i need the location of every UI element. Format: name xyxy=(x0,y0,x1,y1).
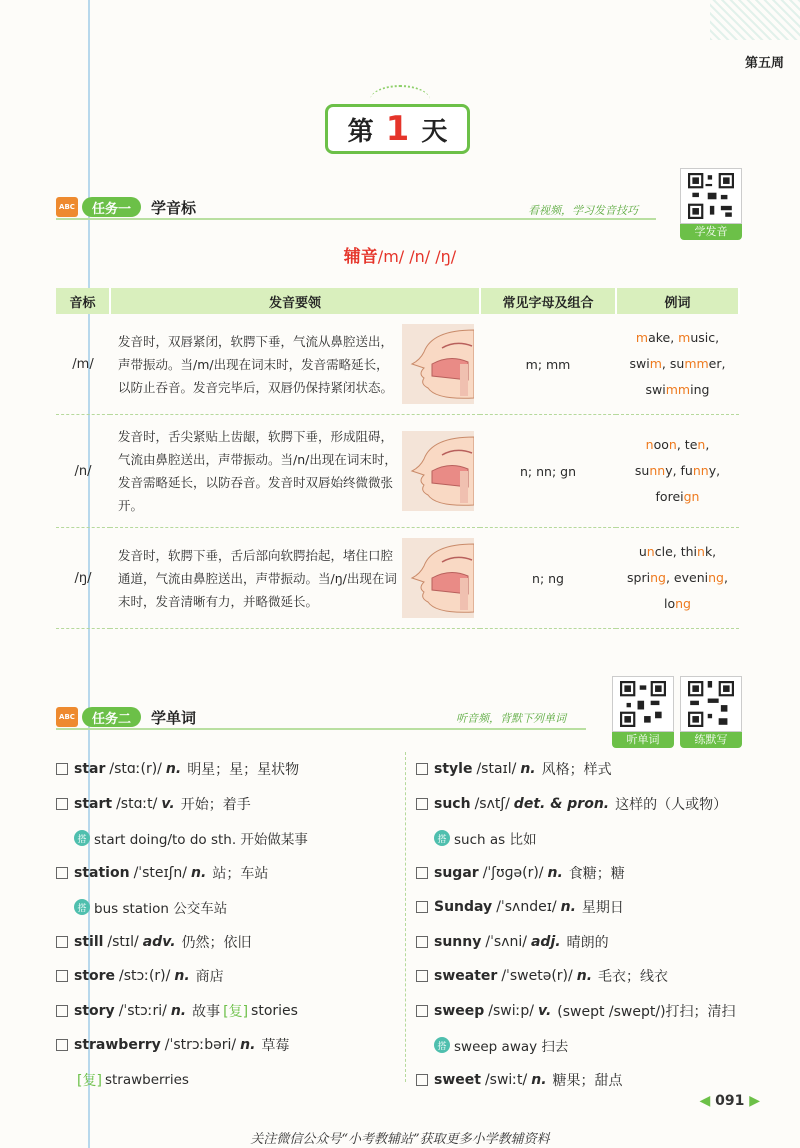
example-words: noon, ten, sunny, funny, foreign xyxy=(616,415,739,528)
vocab-meaning: 故事 xyxy=(192,1003,221,1020)
vocab-phonetic: /sʌtʃ/ xyxy=(474,795,510,812)
vocab-item xyxy=(416,994,756,1029)
vocab-pos: v. xyxy=(161,795,175,812)
vocab-list-left xyxy=(56,752,396,1097)
collocation-tag-icon: 搭 xyxy=(434,830,450,846)
vocab-phonetic: /stɔː(r)/ xyxy=(119,968,171,985)
vocab-word: sweep xyxy=(434,1002,485,1019)
vocab-word: strawberry xyxy=(74,1037,161,1054)
col-header-symbol: 音标 xyxy=(56,288,110,314)
col-header-letters: 常见字母及组合 xyxy=(480,288,616,314)
vocab-phonetic: /stɑː(r)/ xyxy=(109,761,162,778)
page-number-text: 091 xyxy=(715,1093,745,1109)
tips-text: 发音时，舌尖紧贴上齿龈，软腭下垂，形成阻碍，气流由鼻腔送出，声带振动。当/n/出现在词末时，发音需略延长，以防吞音。发音时双唇始终微微张开。 xyxy=(118,429,397,513)
title-arc-decoration xyxy=(370,85,430,115)
vocab-item xyxy=(416,925,756,960)
vocab-meaning: 糖果；甜点 xyxy=(552,1072,623,1089)
vocab-item xyxy=(56,752,396,787)
vocab-pos: n. xyxy=(240,1037,256,1054)
vocab-item xyxy=(56,925,396,960)
table-header-row xyxy=(56,288,739,314)
vocab-phonetic: /ˈsʌndeɪ/ xyxy=(496,899,557,916)
vocab-list-right xyxy=(416,752,756,1097)
vocab-meaning: 站；车站 xyxy=(212,865,269,882)
pronunciation-tips xyxy=(110,415,480,528)
phoneme-symbol: /m/ xyxy=(56,314,110,415)
qr-practice-dictation[interactable] xyxy=(680,676,742,748)
vocab-meaning: 开始；着手 xyxy=(180,796,251,813)
vocab-pos: det. & pron. xyxy=(513,795,610,812)
vocab-word: start xyxy=(74,795,113,812)
vocab-collocation xyxy=(416,1028,756,1063)
checkbox[interactable] xyxy=(416,798,428,810)
vocab-item xyxy=(56,1028,396,1063)
letter-combinations: n; nn; gn xyxy=(480,415,616,528)
letter-combinations: m; mm xyxy=(480,314,616,415)
table-row xyxy=(56,415,739,528)
vocab-pos: n. xyxy=(576,968,593,985)
qr-code-icon xyxy=(680,168,742,224)
vocab-meaning: 这样的（人或物） xyxy=(615,796,728,813)
task2-label: 任务二 xyxy=(82,707,141,727)
checkbox[interactable] xyxy=(56,1005,68,1017)
plural-form: stories xyxy=(251,1002,298,1019)
consonant-phonemes: /m/ /n/ /ŋ/ xyxy=(377,247,457,266)
vocab-word: such xyxy=(434,795,471,812)
mouth-diagram-icon xyxy=(402,431,474,511)
vocab-collocation xyxy=(416,821,756,856)
corner-decoration xyxy=(710,0,800,40)
vocab-word: sunny xyxy=(434,933,482,950)
checkbox[interactable] xyxy=(416,936,428,948)
day-prefix: 第 xyxy=(347,116,374,147)
tips-text: 发音时，软腭下垂，舌后部向软腭抬起，堵住口腔通道，气流由鼻腔送出，声带振动。当/ŋ/出现在词末时，发音清晰有力，并略微延长。 xyxy=(118,547,397,609)
vocab-pos: n. xyxy=(520,761,536,778)
vocab-pos: n. xyxy=(174,968,190,985)
checkbox[interactable] xyxy=(56,867,68,879)
task1-title: 学音标 xyxy=(151,198,197,217)
tips-text: 发音时，双唇紧闭，软腭下垂，气流从鼻腔送出，声带振动。当/m/出现在词末时，发音需略延长，以防止吞音。发音完毕后，双唇仍保持紧闭状态。 xyxy=(118,333,394,395)
vocab-pos: n. xyxy=(560,899,576,916)
vocab-collocation xyxy=(56,1063,396,1098)
vocab-item xyxy=(416,787,756,822)
task1-label: 任务一 xyxy=(82,197,141,217)
vocab-phonetic: /stɑːt/ xyxy=(116,795,158,812)
checkbox[interactable] xyxy=(56,763,68,775)
qr-caption: 学发音 xyxy=(680,224,742,240)
checkbox[interactable] xyxy=(416,1074,428,1086)
plural-tag: [复] xyxy=(223,1003,249,1020)
collocation-text: sweep away 扫去 xyxy=(454,1039,569,1056)
page-number: ◀ 091 ▶ xyxy=(699,1093,760,1109)
checkbox[interactable] xyxy=(416,763,428,775)
collocation-text: such as 比如 xyxy=(454,832,537,849)
qr-listen-words[interactable] xyxy=(612,676,674,748)
vocab-word: Sunday xyxy=(434,899,493,916)
task2-rule xyxy=(56,728,586,730)
vocab-word: story xyxy=(74,1002,115,1019)
vocab-meaning: 明星；星；星状物 xyxy=(187,762,300,779)
qr-code-icon xyxy=(612,676,674,732)
vocab-pos: n. xyxy=(165,761,182,778)
col-header-tips: 发音要领 xyxy=(110,288,480,314)
qr-learn-pronunciation[interactable] xyxy=(680,168,742,240)
table-row xyxy=(56,528,739,629)
day-title xyxy=(325,104,470,154)
checkbox[interactable] xyxy=(56,936,68,948)
vocab-collocation xyxy=(56,890,396,925)
abc-icon: ABC xyxy=(56,197,78,217)
vocab-phonetic: /ˈsteɪʃn/ xyxy=(133,864,188,881)
vocab-item xyxy=(416,856,756,891)
checkbox[interactable] xyxy=(56,798,68,810)
vocab-meaning: 星期日 xyxy=(581,900,624,917)
vocab-meaning: 食糖；糖 xyxy=(568,865,625,882)
phoneme-symbol: /ŋ/ xyxy=(56,528,110,629)
checkbox[interactable] xyxy=(416,970,428,982)
vocab-item xyxy=(416,1063,756,1098)
collocation-text: bus station 公交车站 xyxy=(94,901,228,918)
vocab-phonetic: /ˈstɔːri/ xyxy=(118,1002,167,1019)
task1-header xyxy=(56,196,196,218)
consonant-label: 辅音 xyxy=(343,247,378,267)
vocab-item xyxy=(56,994,396,1029)
vocab-item xyxy=(56,856,396,891)
pronunciation-tips xyxy=(110,528,480,629)
vocab-pos: n. xyxy=(191,864,207,881)
phonetics-table xyxy=(56,288,740,629)
vocab-item xyxy=(56,959,396,994)
week-label: 第五周 xyxy=(744,56,784,71)
column-divider xyxy=(405,752,406,1082)
vocab-meaning: 草莓 xyxy=(261,1038,290,1055)
collocation-tag-icon: 搭 xyxy=(74,830,90,846)
vocab-phonetic: /ˈswetə(r)/ xyxy=(501,968,573,985)
consonant-heading xyxy=(0,242,800,267)
task2-title: 学单词 xyxy=(151,708,197,727)
mouth-diagram-icon xyxy=(402,538,474,618)
example-words: uncle, think, spring, evening, long xyxy=(616,528,739,629)
vocab-item xyxy=(416,752,756,787)
collocation-text: start doing/to do sth. 开始做某事 xyxy=(94,832,308,849)
vocab-phonetic: /swiːp/ xyxy=(488,1002,534,1019)
checkbox[interactable] xyxy=(56,1039,68,1051)
day-suffix: 天 xyxy=(421,116,448,147)
checkbox[interactable] xyxy=(56,970,68,982)
vocab-phonetic: /ˈʃʊɡə(r)/ xyxy=(482,864,544,881)
qr-caption: 练默写 xyxy=(680,732,742,748)
col-header-examples: 例词 xyxy=(616,288,739,314)
vocab-meaning: 毛衣；线衣 xyxy=(598,969,669,986)
vocab-word: station xyxy=(74,864,130,881)
task1-rule xyxy=(56,218,656,220)
task2-header xyxy=(56,706,196,728)
footer-note: 关注微信公众号“小考教辅站”获取更多小学教辅资料 xyxy=(250,1132,550,1147)
checkbox[interactable] xyxy=(416,1005,428,1017)
vocab-meaning: 风格；样式 xyxy=(541,762,612,779)
phoneme-symbol: /n/ xyxy=(56,415,110,528)
vocab-collocation xyxy=(56,821,396,856)
vocab-meaning: 晴朗的 xyxy=(566,934,609,951)
task1-hint: 看视频，学习发音技巧 xyxy=(528,204,638,217)
vocab-pos: n. xyxy=(170,1002,187,1019)
checkbox[interactable] xyxy=(416,901,428,913)
day-number: 1 xyxy=(385,109,410,149)
collocation-tag-icon: 搭 xyxy=(434,1037,450,1053)
vocab-meaning: 商店 xyxy=(195,969,224,986)
vocab-meaning: (swept /swept/)打扫；清扫 xyxy=(557,1003,736,1020)
vocab-pos: adv. xyxy=(142,933,176,950)
task2-hint: 听音频，背默下列单词 xyxy=(456,712,566,725)
vocab-item xyxy=(416,959,756,994)
vocab-word: sugar xyxy=(434,864,479,881)
vocab-item xyxy=(416,890,756,925)
vocab-phonetic: /ˈstrɔːbəri/ xyxy=(164,1037,237,1054)
mouth-diagram-icon xyxy=(402,324,474,404)
pronunciation-tips xyxy=(110,314,480,415)
qr-code-icon xyxy=(680,676,742,732)
vocab-word: style xyxy=(434,761,473,778)
qr-caption: 听单词 xyxy=(612,732,674,748)
vocab-phonetic: /swiːt/ xyxy=(484,1071,528,1088)
vocab-item xyxy=(56,787,396,822)
vocab-meaning: 仍然；依旧 xyxy=(181,934,252,951)
vocab-word: store xyxy=(74,968,116,985)
checkbox[interactable] xyxy=(416,867,428,879)
example-words: make, music, swim, summer, swimming xyxy=(616,314,739,415)
abc-icon: ABC xyxy=(56,707,78,727)
vocab-phonetic: /stɪl/ xyxy=(107,933,139,950)
vocab-word: sweet xyxy=(434,1071,481,1088)
plural-tag: [复] xyxy=(77,1072,102,1089)
letter-combinations: n; ng xyxy=(480,528,616,629)
vocab-word: still xyxy=(74,933,104,950)
vocab-word: sweater xyxy=(434,968,498,985)
vocab-phonetic: /staɪl/ xyxy=(476,761,517,778)
vocab-pos: n. xyxy=(547,864,563,881)
collocation-text: strawberries xyxy=(104,1071,189,1088)
vocab-pos: n. xyxy=(531,1071,547,1088)
vocab-phonetic: /ˈsʌni/ xyxy=(485,933,527,950)
collocation-tag-icon: 搭 xyxy=(74,899,90,915)
table-row xyxy=(56,314,739,415)
vocab-pos: adj. xyxy=(530,933,561,950)
vocab-word: star xyxy=(74,761,106,778)
vocab-pos: v. xyxy=(537,1002,552,1019)
